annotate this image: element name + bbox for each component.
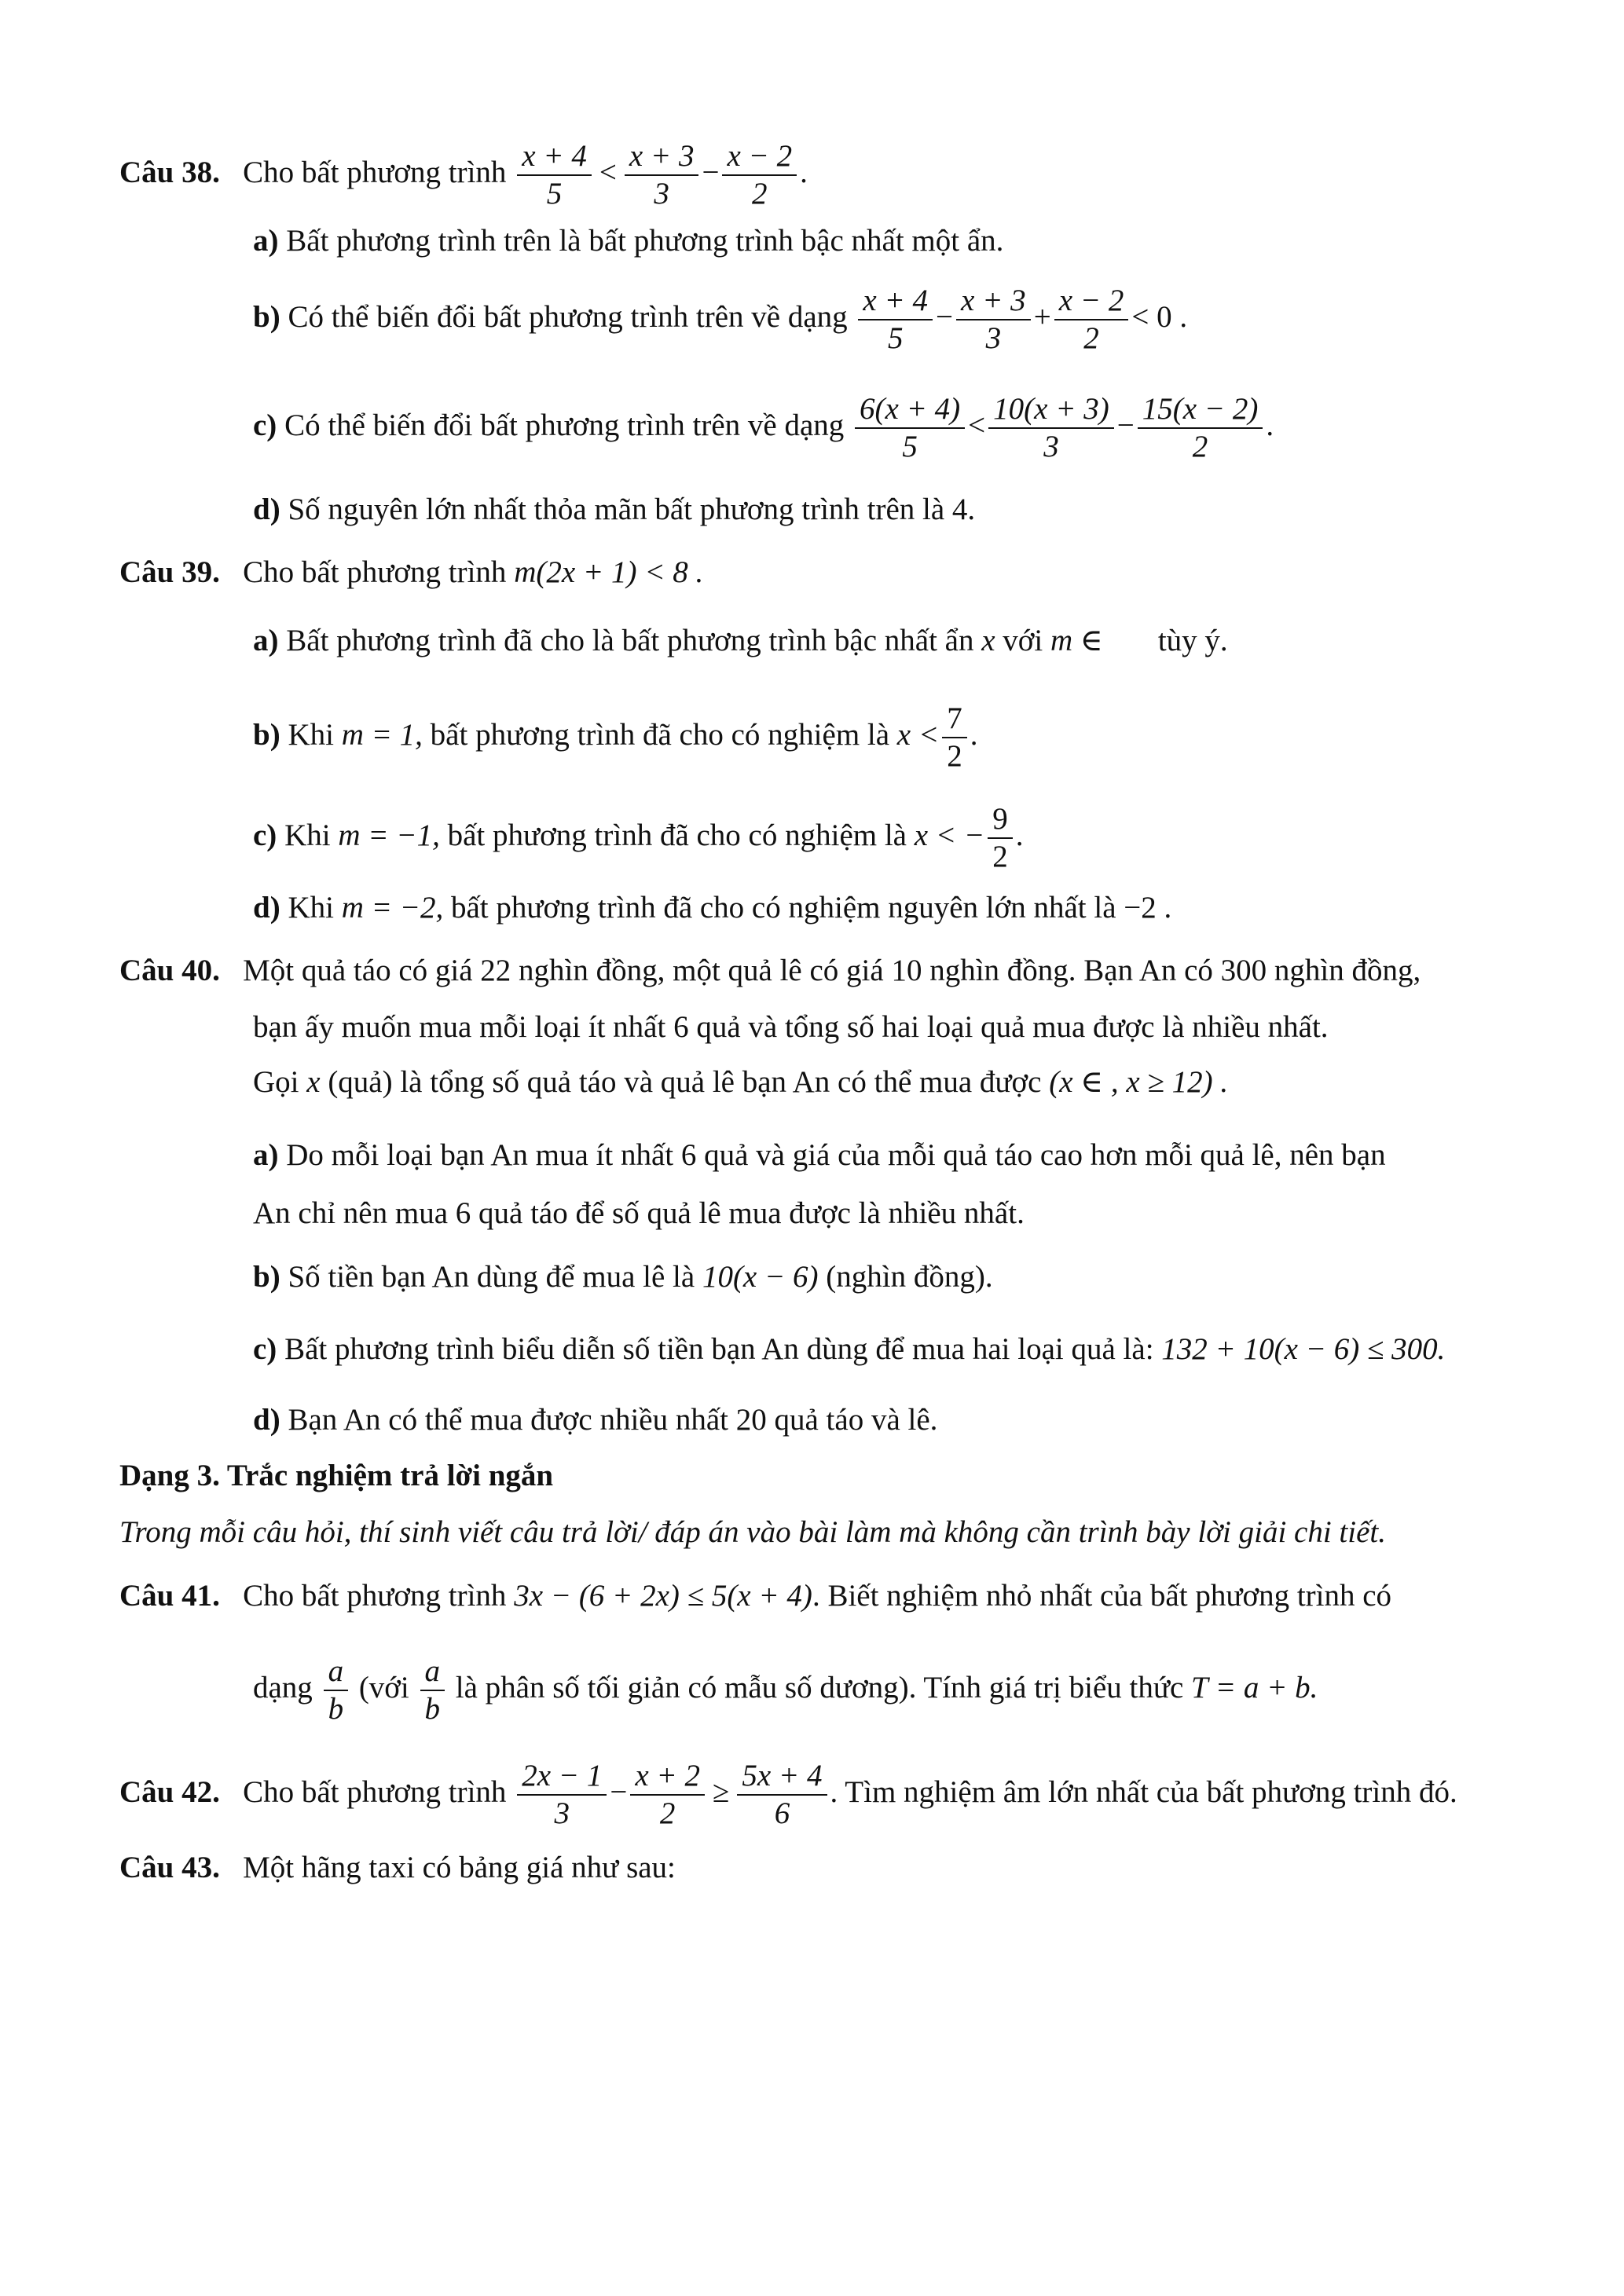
item-38a: a) Bất phương trình trên là bất phương trình bậc nhất một ẩn. [253, 224, 1004, 258]
question-40-line2: bạn ấy muốn mua mỗi loại ít nhất 6 quả và tổng số hai loại quả mua được là nhiều nhất. [253, 1010, 1329, 1044]
fraction: $\frac{5x + 4}{6}$ [737, 1758, 827, 1832]
fraction: $\frac{10(x + 3)}{3}$ [988, 391, 1114, 465]
item-40a-line2: An chỉ nên mua 6 quả táo để số quả lê mua được là nhiều nhất. [253, 1196, 1025, 1230]
item-38c: c) Có thể biến đổi bất phương trình trên về dạng $\frac{6(x + 4)}{5}$ < $\frac{10(x + 3)}{3}$ − $\frac{15(x - 2)}{2}$ . [253, 392, 1274, 463]
fraction: $\frac{a}{b}$ [420, 1653, 445, 1727]
item-40d: d) Bạn An có thể mua được nhiều nhất 20 quả táo và lê. [253, 1403, 938, 1437]
fraction: $\frac{6(x + 4)}{5}$ [855, 391, 965, 465]
fraction: $\frac{a}{b}$ [324, 1653, 349, 1727]
question-40: Câu 40. Một quả táo có giá 22 nghìn đồng, một quả lê có giá 10 nghìn đồng. Bạn An có 300 nghìn đồng, [119, 954, 1421, 987]
item-39b: b) Khi m = 1, bất phương trình đã cho có nghiệm là x < $\frac{7}{2}$ . [253, 701, 978, 773]
item-40b: b) Số tiền bạn An dùng để mua lê là 10(x − 6) (nghìn đồng). [253, 1260, 993, 1294]
question-41-line2: dạng $\frac{a}{b}$ (với $\frac{a}{b}$ là phân số tối giản có mẫu số dương). Tính giá trị biểu thức T = a + b. [253, 1654, 1318, 1726]
fraction: $\frac{x + 2}{2}$ [630, 1758, 705, 1832]
fraction: $\frac{9}{2}$ [988, 801, 1013, 875]
fraction: $\frac{x + 3}{3}$ [625, 138, 699, 212]
item-38d: d) Số nguyên lớn nhất thỏa mãn bất phương trình trên là 4. [253, 493, 976, 526]
question-40-line3: Gọi x (quả) là tổng số quả táo và quả lê bạn An có thể mua được (x ∈ , x ≥ 12) . [253, 1065, 1229, 1099]
fraction: $\frac{2x - 1}{3}$ [517, 1758, 607, 1832]
section-title: Dạng 3. Trắc nghiệm trả lời ngắn [119, 1459, 554, 1492]
item-39a: a) Bất phương trình đã cho là bất phương trình bậc nhất ẩn x với m ∈ tùy ý. [253, 624, 1228, 657]
question-intro: Cho bất phương trình [243, 155, 507, 189]
fraction: $\frac{x - 2}{2}$ [1054, 283, 1129, 357]
fraction: $\frac{x + 4}{5}$ [858, 283, 933, 357]
item-39d: d) Khi m = −2, bất phương trình đã cho có nghiệm nguyên lớn nhất là −2 . [253, 891, 1172, 925]
fraction: $\frac{x + 3}{3}$ [956, 283, 1031, 357]
item-40c: c) Bất phương trình biểu diễn số tiền bạn An dùng để mua hai loại quả là: 132 + 10(x − 6) ≤ 300. [253, 1332, 1446, 1366]
item-39c: c) Khi m = −1, bất phương trình đã cho có nghiệm là x < − $\frac{9}{2}$ . [253, 802, 1024, 873]
fraction: $\frac{x - 2}{2}$ [722, 138, 797, 212]
item-38b: b) Có thể biến đổi bất phương trình trên về dạng $\frac{x + 4}{5}$ − $\frac{x + 3}{3}$ + $\frac{x - 2}{2}$ < 0 . [253, 284, 1188, 355]
question-39: Câu 39. Cho bất phương trình m(2x + 1) < 8 . [119, 555, 704, 589]
question-41: Câu 41. Cho bất phương trình 3x − (6 + 2x) ≤ 5(x + 4). Biết nghiệm nhỏ nhất của bất phương trình có [119, 1579, 1392, 1613]
question-43: Câu 43. Một hãng taxi có bảng giá như sau: [119, 1851, 676, 1884]
section-instruction: Trong mỗi câu hỏi, thí sinh viết câu trả lời/ đáp án vào bài làm mà không cần trình bày lời giải chi tiết. [119, 1515, 1386, 1549]
question-38: Câu 38. Cho bất phương trình $\frac{x + 4}{5}$ < $\frac{x + 3}{3}$ − $\frac{x - 2}{2}$ . [119, 139, 808, 211]
question-number: Câu 38. [119, 155, 220, 189]
fraction: $\frac{x + 4}{5}$ [517, 138, 592, 212]
item-40a: a) Do mỗi loại bạn An mua ít nhất 6 quả và giá của mỗi quả táo cao hơn mỗi quả lê, nên bạn [253, 1138, 1386, 1172]
fraction: $\frac{15(x - 2)}{2}$ [1138, 391, 1263, 465]
fraction: $\frac{7}{2}$ [942, 701, 967, 774]
question-42: Câu 42. Cho bất phương trình $\frac{2x - 1}{3}$ − $\frac{x + 2}{2}$ ≥ $\frac{5x + 4}{6}$ . Tìm nghiệm âm lớn nhất của bất phương trình đó. [119, 1759, 1457, 1830]
